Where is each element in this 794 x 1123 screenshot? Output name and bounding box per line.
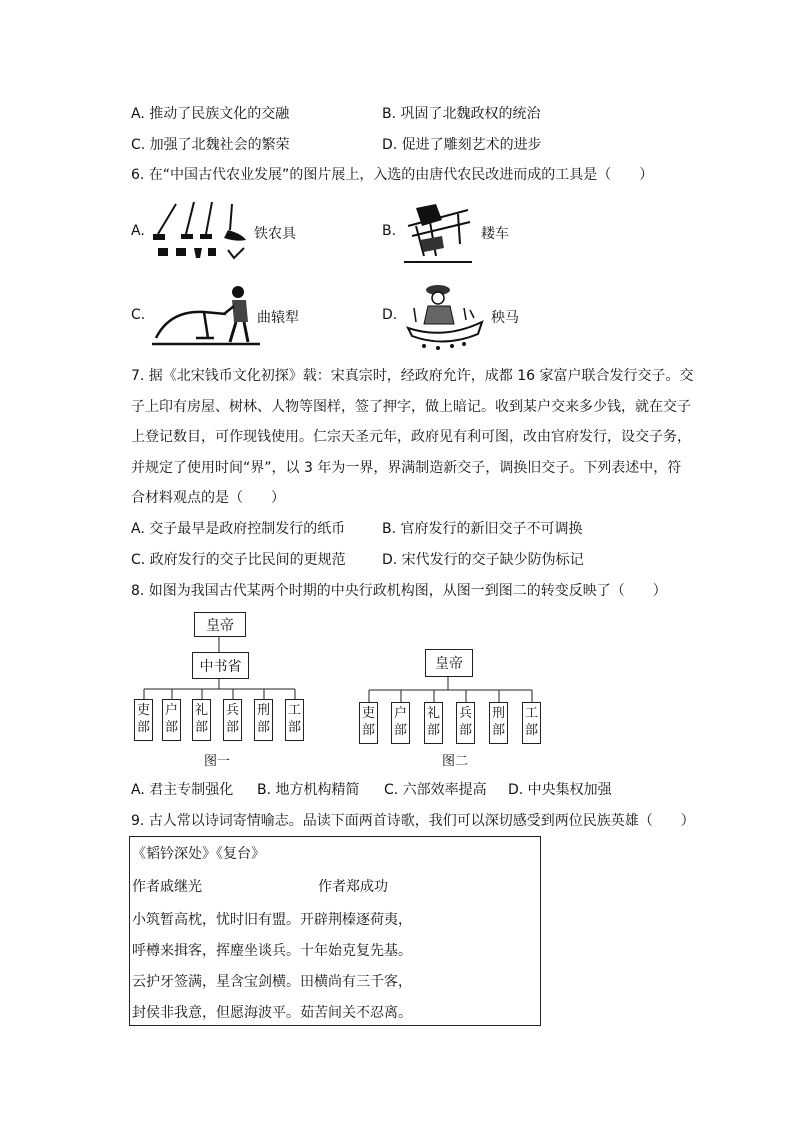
q7-line-3: 上登记数目，可作现钱使用。仁宗天圣元年，政府见有利可图，改由官府发行，设交子务， [131,429,691,445]
q6-option-a-letter: A. [131,223,145,239]
poem-line-3: 云护牙签满，星含宝剑横。田横尚有三千客， [132,974,412,990]
q7-option-b: B. 官府发行的新旧交子不可调换 [382,521,583,537]
q5-option-a: A. 推动了民族文化的交融 [131,106,290,122]
q5-option-c: C. 加强了北魏社会的繁荣 [131,137,290,153]
fig1-dept-rites: 礼部 [192,699,211,741]
q7-option-d: D. 宋代发行的交子缺少防伪标记 [382,552,584,568]
fig2-label: 图二 [442,754,469,769]
poem-author-1: 作者戚继光 [132,879,202,895]
poem-line-2: 呼樽来揖客，挥麈坐谈兵。十年始克复先基。 [132,943,412,959]
q7-option-a: A. 交子最早是政府控制发行的纸币 [131,521,346,537]
fig2-dept-justice: 刑部 [489,702,508,744]
q8-stem: 8. 如图为我国古代某两个时期的中央行政机构图，从图一到图二的转变反映了（ ） [131,583,667,599]
poem-author-2: 作者郑成功 [318,879,388,895]
q7-line-4: 并规定了使用时间“界”，以 3 年为一界，界满制造新交子，调换旧交子。下列表述中，符 [131,460,682,476]
q5-option-d: D. 促进了雕刻艺术的进步 [382,137,542,153]
q6-option-c-letter: C. [131,307,146,323]
fig1-label: 图一 [204,754,231,769]
q5-option-b: B. 巩固了北魏政权的统治 [382,106,541,122]
fig1-dept-justice: 刑部 [254,699,273,741]
fig2-dept-revenue: 户部 [391,702,410,744]
fig1-dept-personnel: 吏部 [134,699,153,741]
q8-option-d: D. 中央集权加强 [508,782,612,798]
q7-line-2: 子上印有房屋、树林、人物等图样，签了押字，做上暗记。收到某户交来多少钱，就在交子 [131,399,691,415]
fig1-secretariat-box: 中书省 [192,652,249,679]
q6-option-b-caption: 耧车 [481,226,509,242]
q6-option-d-letter: D. [382,307,398,323]
poem-box [129,836,541,1026]
q6-stem: 6. 在“中国古代农业发展”的图片展上，入选的由唐代农民改进而成的工具是（ ） [131,167,654,183]
poem-line-1: 小筑暂高枕，忧时旧有盟。开辟荆榛逐荷夷， [132,912,412,928]
q7-line-5: 合材料观点的是（ ） [131,490,285,506]
poem-line-4: 封侯非我意，但愿海波平。茹苦间关不忍离。 [132,1005,412,1021]
fig1-dept-works: 工部 [285,699,304,741]
q8-option-c: C. 六部效率提高 [384,782,487,798]
fig2-emperor-box: 皇帝 [425,649,473,677]
poem-titles: 《韬钤深处》《复台》 [132,846,265,862]
fig1-dept-war: 兵部 [223,699,242,741]
q8-option-a: A. 君主专制强化 [131,782,234,798]
fig1-dept-revenue: 户部 [162,699,181,741]
q7-option-c: C. 政府发行的交子比民间的更规范 [131,552,346,568]
q6-option-b-letter: B. [382,223,397,239]
q6-option-d-caption: 秧马 [491,310,519,326]
q6-option-c-caption: 曲辕犁 [257,310,299,326]
fig2-dept-works: 工部 [522,702,541,744]
fig2-dept-personnel: 吏部 [359,702,378,744]
q8-option-b: B. 地方机构精简 [257,782,360,798]
q7-line-1: 7. 据《北宋钱币文化初探》载：宋真宗时，经政府允许，成都 16 家富户联合发行交子。交 [131,368,694,384]
fig2-dept-war: 兵部 [456,702,475,744]
fig2-dept-rites: 礼部 [424,702,443,744]
q6-option-a-caption: 铁农具 [254,226,296,242]
q9-stem: 9. 古人常以诗词寄情喻志。品读下面两首诗歌，我们可以深切感受到两位民族英雄（ ） [131,813,695,829]
fig1-emperor-box: 皇帝 [194,612,246,637]
